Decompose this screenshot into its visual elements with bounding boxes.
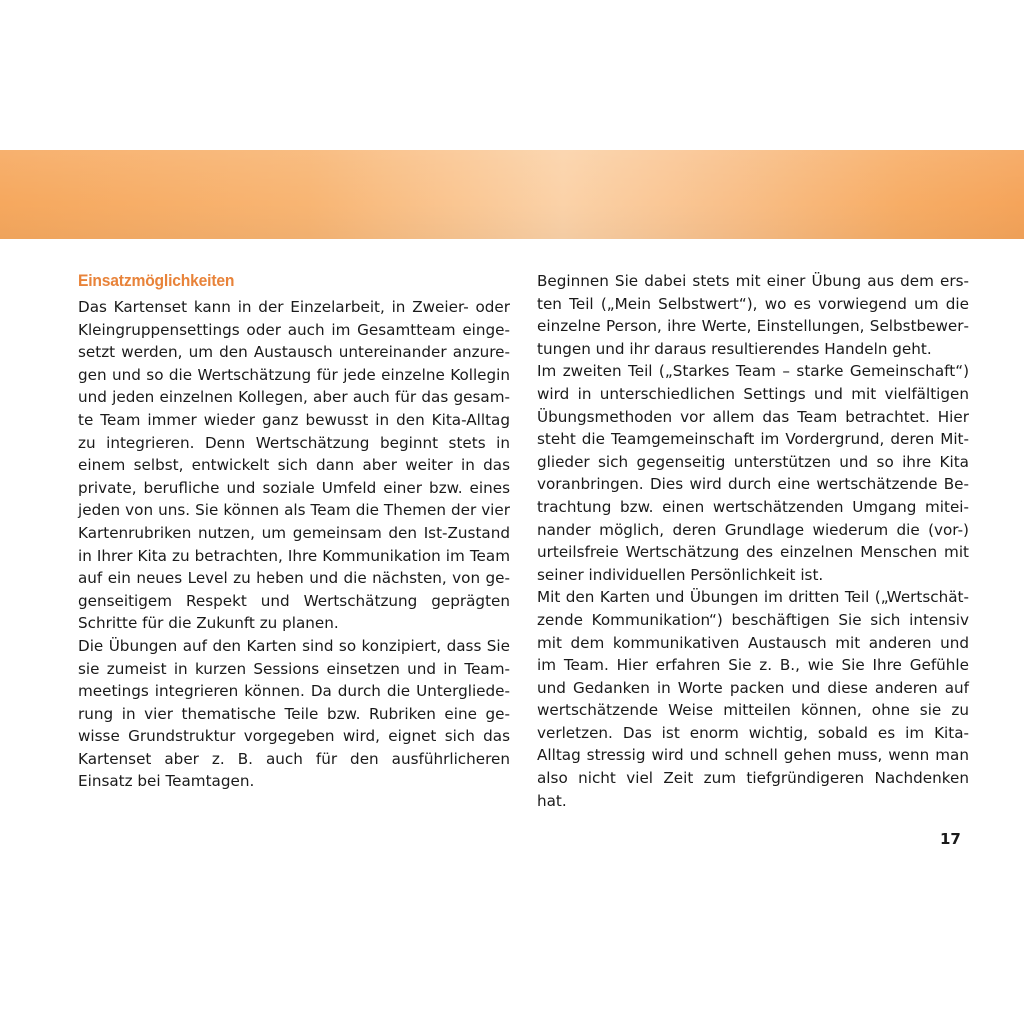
right-paragraph-3: Mit den Karten und Übungen im dritten Teil („Wertschätzende Kommunikation“) beschäftigen Sie sich intensiv mit dem kommunikativen Austausch mit anderen und im Team. Hier erfahren Sie z. B., wie Sie Ihre Gefühle und Gedanken in Worte packen und diese anderen auf wertschätzende Weise mitteilen können, ohne sie zu verletzen. Das ist enorm wichtig, sobald es im Kita-Alltag stressig wird und schnell gehen muss, wenn man also nicht viel Zeit zum tiefgründigeren Nachdenken hat. bbox=[537, 588, 969, 810]
right-column bbox=[537, 270, 969, 812]
right-paragraph-2: Im zweiten Teil („Starkes Team – starke Gemeinschaft“) wird in unterschiedlichen Settings und mit vielfältigen Übungsmethoden vor allem das Team betrachtet. Hier steht die Teamgemeinschaft im Vordergrund, deren Mitglieder sich gegenseitig unterstützen und so ihre Kita voranbringen. Dies wird durch eine wertschätzende Betrachtung bzw. einen wertschätzenden Umgang miteinander möglich, deren Grundlage wiederum die (vor-) urteilsfreie Wertschätzung des einzelnen Menschen mit seiner individuellen Persönlichkeit ist. bbox=[537, 362, 969, 584]
section-heading: Einsatzmöglichkeiten bbox=[78, 271, 235, 290]
left-paragraph-1: Das Kartenset kann in der Einzelarbeit, in Zweier- oder Kleingruppensettings oder auch im Gesamtteam eingesetzt werden, um den Austausch untereinander anzuregen und so die Wertschätzung für jede einzelne Kollegin und jeden einzelnen Kollegen, aber auch für das gesamte Team immer wieder ganz bewusst in den Kita-Alltag zu integrieren. Denn Wertschätzung beginnt stets in einem selbst, entwickelt sich dann aber weiter in das private, berufliche und soziale Umfeld einer bzw. eines jeden von uns. Sie können als Team die Themen der vier Kartenrubriken nutzen, um gemeinsam den Ist-Zustand in Ihrer Kita zu betrachten, Ihre Kommunikation im Team auf ein neues Level zu heben und die nächsten, von gegenseitigem Respekt und Wertschätzung geprägten Schritte für die Zukunft zu planen. bbox=[78, 298, 510, 633]
banner-sheen bbox=[0, 150, 1024, 239]
left-column bbox=[78, 270, 510, 793]
right-paragraph-1: Beginnen Sie dabei stets mit einer Übung aus dem ersten Teil („Mein Selbstwert“), wo es vorwiegend um die einzelne Person, ihre Werte, Einstellungen, Selbstbewertungen und ihr daraus resultierendes Handeln geht. bbox=[537, 272, 969, 358]
page-number: 17 bbox=[940, 830, 961, 848]
header-banner bbox=[0, 150, 1024, 239]
left-paragraph-2: Die Übungen auf den Karten sind so konzipiert, dass Sie sie zumeist in kurzen Sessions einsetzen und in Teammeetings integrieren können. Da durch die Untergliederung in vier thematische Teile bzw. Rubriken eine gewisse Grundstruktur vorgegeben wird, eignet sich das Kartenset aber z. B. auch für den ausführlicheren Einsatz bei Teamtagen. bbox=[78, 636, 510, 791]
